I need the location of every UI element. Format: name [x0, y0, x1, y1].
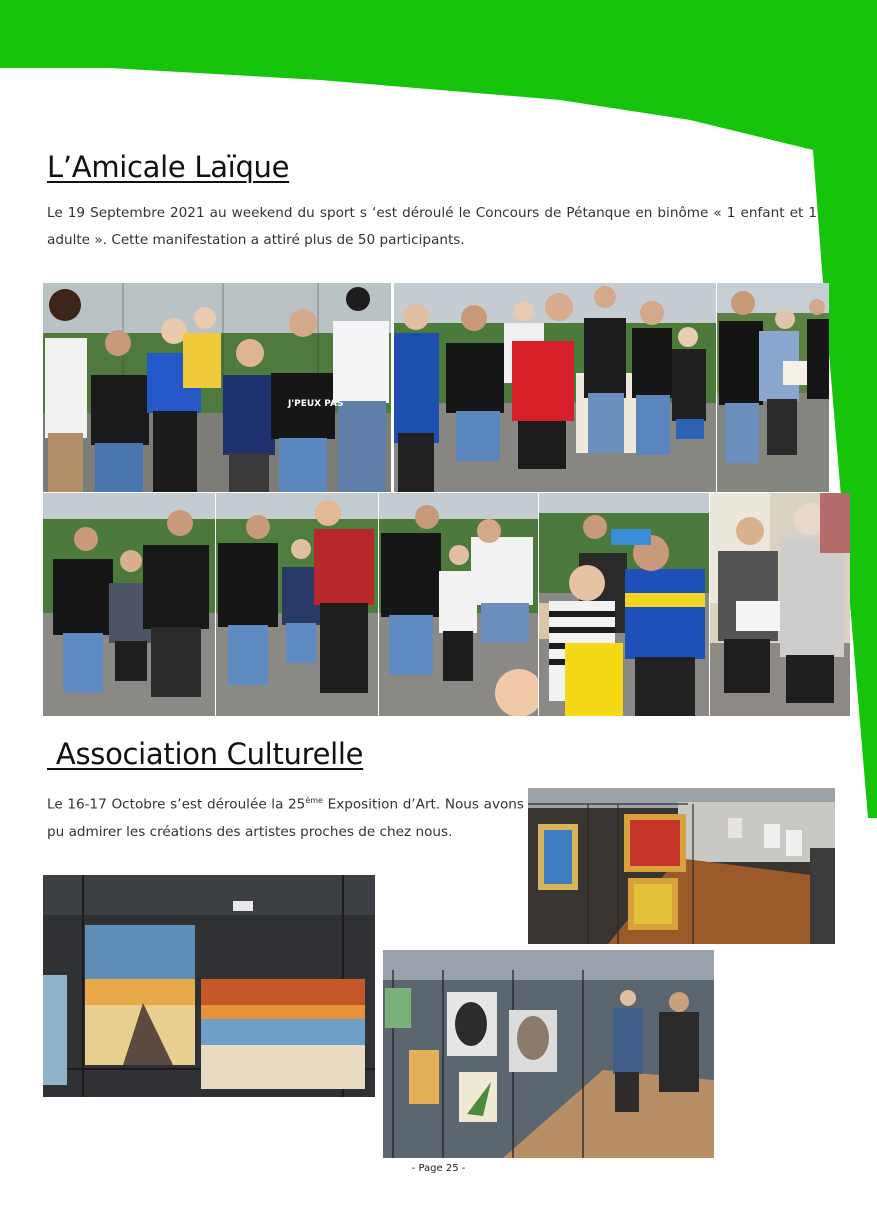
section-title-association: Association Culturelle	[47, 737, 364, 771]
petanque-photo-1	[43, 283, 391, 492]
section-text-amicale: Le 19 Septembre 2021 au weekend du sport s ‘est déroulé le Concours de Pétanque en binôme « 1 enfant et 1 adulte ». Cette manifestation a attiré plus de 50 participants.	[47, 205, 817, 248]
petanque-photo-7	[539, 493, 709, 716]
petanque-photo-2	[394, 283, 716, 492]
exhibition-text-part1: Le 16-17 Octobre s’est déroulée la 25	[47, 796, 306, 813]
exhibition-photo-hall	[528, 788, 835, 944]
shirt-print-text: J'PEUX PAS	[288, 399, 344, 409]
petanque-photo-6	[379, 493, 538, 716]
exhibition-photo-paintings	[43, 875, 375, 1097]
petanque-photo-5	[216, 493, 378, 716]
petanque-photo-8	[710, 493, 850, 716]
section-title-amicale: L’Amicale Laïque	[47, 150, 290, 184]
section-text-association	[47, 787, 524, 846]
exhibition-text-part2: Exposition d’Art. Nous avons pu admirer les créations des artistes proches de chez nous.	[47, 796, 525, 840]
exhibition-text-sup: ème	[305, 796, 323, 805]
page-number: - Page 25 -	[411, 1163, 466, 1174]
petanque-photo-3	[717, 283, 829, 492]
exhibition-photo-visitors	[383, 950, 714, 1158]
petanque-photo-4	[43, 493, 215, 716]
